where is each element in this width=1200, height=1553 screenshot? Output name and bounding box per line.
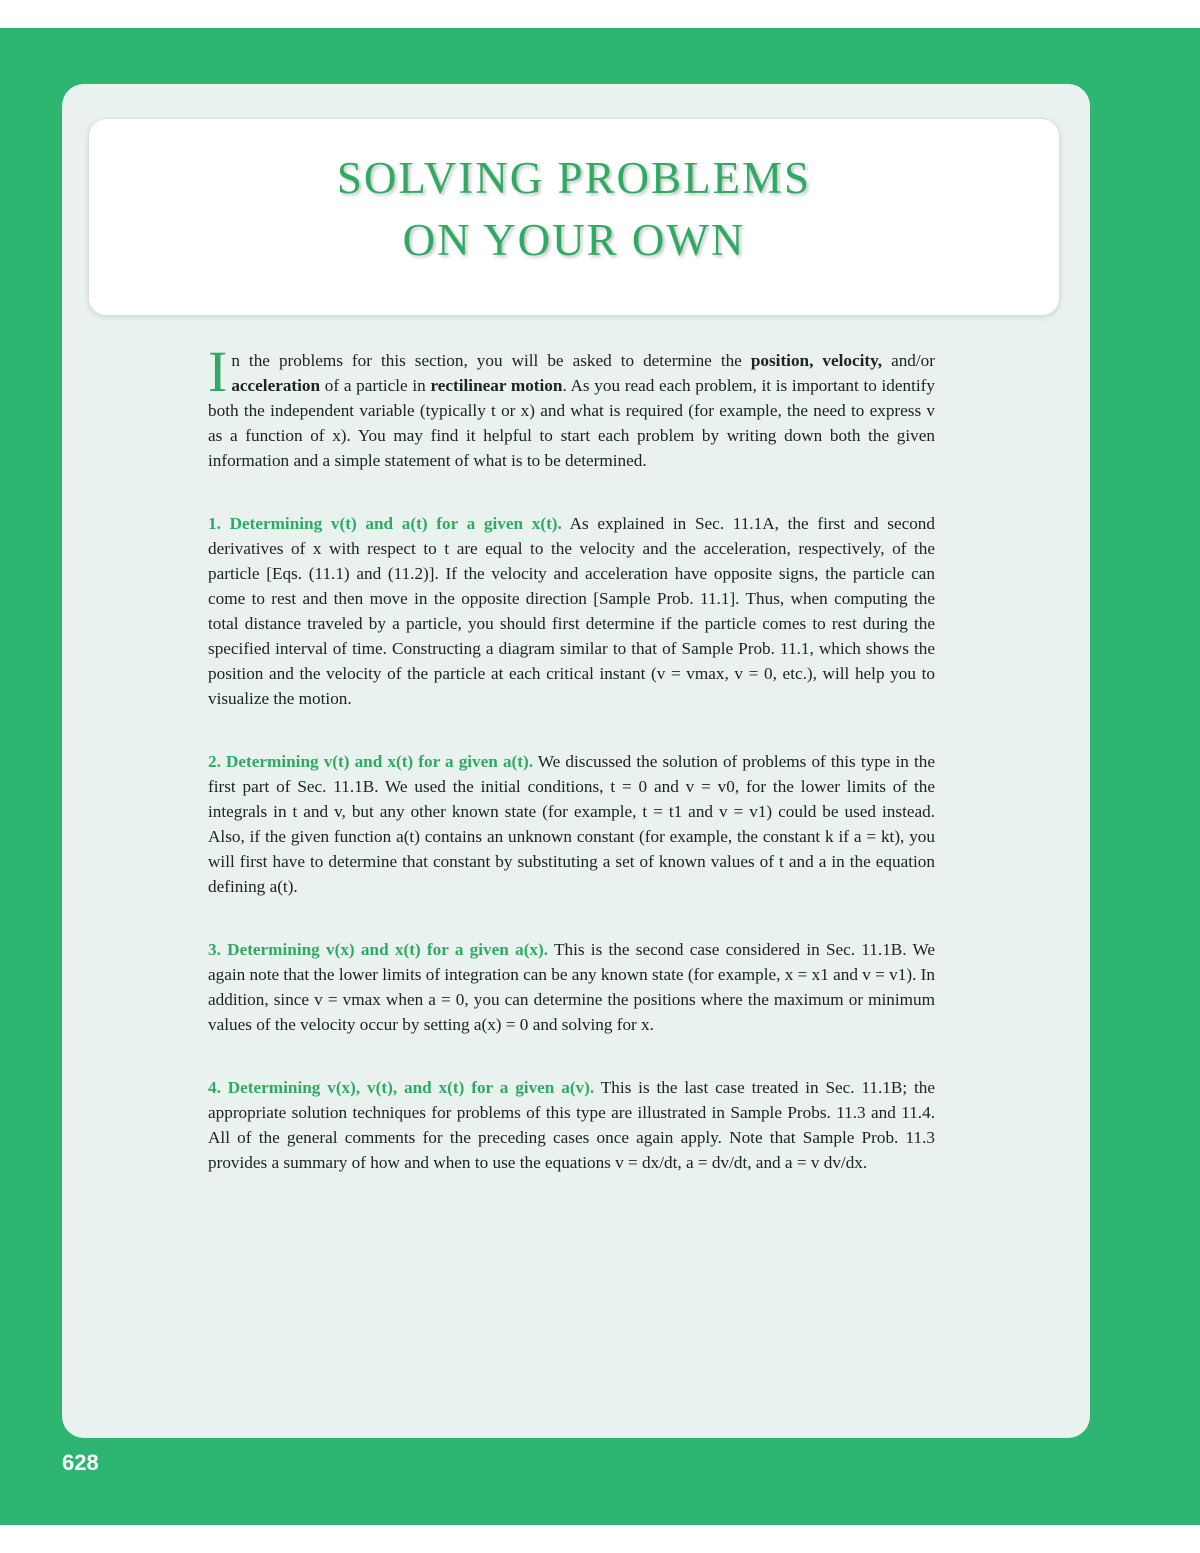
title-line-1: SOLVING PROBLEMS xyxy=(336,153,812,203)
intro-text-2: and/or xyxy=(882,351,935,370)
term-rectilinear-motion: rectilinear motion xyxy=(430,376,563,395)
intro-text-3: of a particle in xyxy=(320,376,431,395)
section-4-heading: 4. Determining v(x), v(t), and x(t) for a given a(v). xyxy=(208,1078,595,1097)
term-acceleration: acceleration xyxy=(231,376,321,395)
section-1-heading: 1. Determining v(t) and a(t) for a given x(t). xyxy=(208,514,562,533)
body-text xyxy=(208,339,936,1213)
section-3 xyxy=(208,937,935,1037)
section-2-heading: 2. Determining v(t) and x(t) for a given a(t). xyxy=(208,752,534,771)
page-number: 628 xyxy=(62,1450,99,1475)
intro-text-4: . As you read each problem, it is important to identify both the independent variable (typically t or x) and what is required (for example, the need to express v as a function of x). You may find it helpful to start each problem by writing down both the given information and a simple statement of what is to be determined. xyxy=(208,376,935,470)
section-2-text: We discussed the solution of problems of this type in the first part of Sec. 11.1B. We used the initial conditions, t = 0 and v = v0, for the lower limits of the integrals in t and v, but any other known state (for example, t = t1 and v = v1) could be used instead. Also, if the given function a(t) contains an unknown constant (for example, the constant k if a = kt), you will first have to determine that constant by substituting a set of known values of t and a in the equation defining a(t). xyxy=(208,752,935,896)
intro-paragraph xyxy=(208,339,935,473)
section-3-text: This is the second case considered in Sec. 11.1B. We again note that the lower limits of integration can be any known state (for example, x = x1 and v = v1). In addition, since v = vmax when a = 0, you can determine the positions where the maximum or minimum values of the velocity occur by setting a(x) = 0 and solving for x. xyxy=(208,940,935,1034)
section-1-text: As explained in Sec. 11.1A, the first and second derivatives of x with respect to t are equal to the velocity and the acceleration, respectively, of the particle [Eqs. (11.1) and (11.2)]. If the velocity and acceleration have opposite signs, the particle can come to rest and then move in the opposite direction [Sample Prob. 11.1]. Thus, when computing the total distance traveled by a particle, you should first determine if the particle comes to rest during the specified interval of time. Constructing a diagram similar to that of Sample Prob. 11.1, which shows the position and the velocity of the particle at each critical instant (v = vmax, v = 0, etc.), will help you to visualize the motion. xyxy=(208,514,935,708)
section-3-heading: 3. Determining v(x) and x(t) for a given a(x). xyxy=(208,940,549,959)
section-4 xyxy=(208,1075,935,1175)
section-1 xyxy=(208,511,935,711)
title-line-2: ON YOUR OWN xyxy=(402,215,746,265)
section-2 xyxy=(208,749,935,899)
section-4-text: This is the last case treated in Sec. 11.1B; the appropriate solution techniques for problems of this type are illustrated in Sample Probs. 11.3 and 11.4. All of the general comments for the preceding cases once again apply. Note that Sample Prob. 11.3 provides a summary of how and when to use the equations v = dx/dt, a = dv/dt, and a = v dv/dx. xyxy=(208,1078,936,1172)
drop-cap: I xyxy=(208,339,228,404)
term-position-velocity: position, velocity, xyxy=(750,351,883,370)
intro-text-1: n the problems for this section, you will be asked to determine the xyxy=(231,351,751,370)
